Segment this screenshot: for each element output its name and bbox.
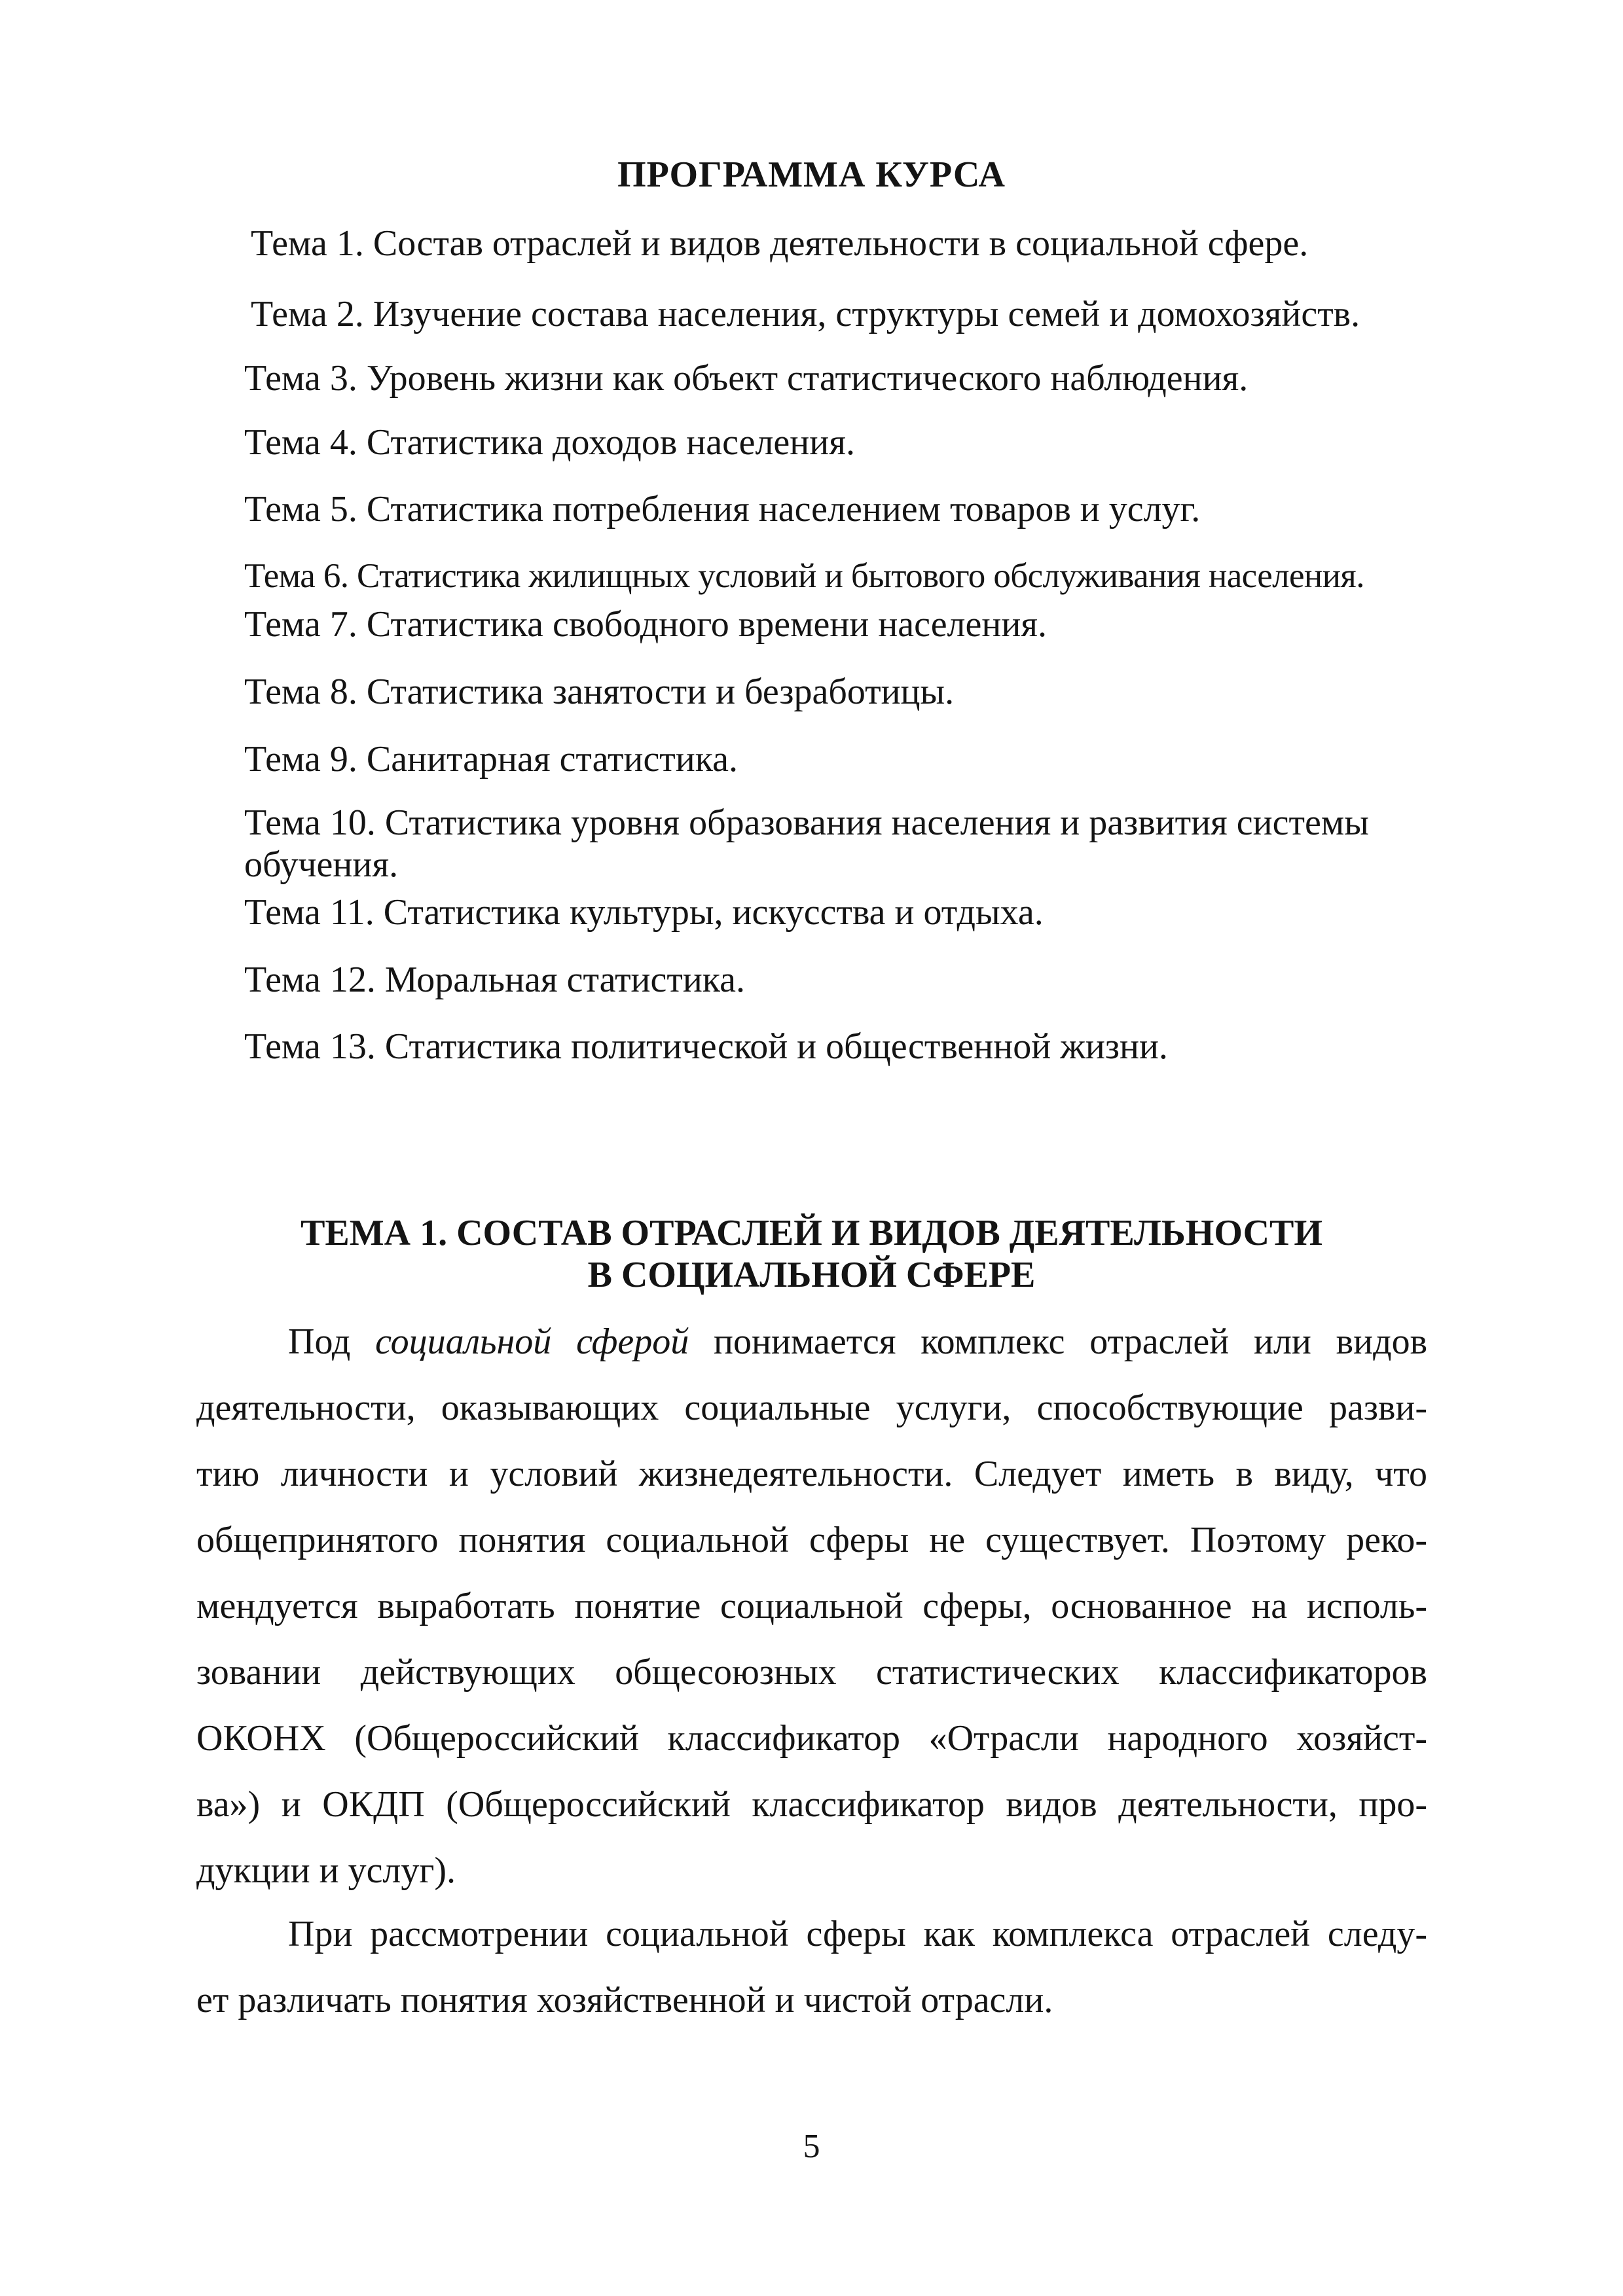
topic-item: Тема 3. Уровень жизни как объект статистического наблюдения.: [244, 358, 1249, 399]
paragraph: [196, 1309, 1427, 1904]
topic-item: Тема 6. Статистика жилищных условий и бытового обслуживания населения.: [244, 557, 1364, 595]
page-number: 5: [803, 2128, 820, 2165]
paragraph-line: деятельности, оказывающих социальные услуги, способствующие разви-: [196, 1388, 1427, 1428]
topic-item: Тема 10. Статистика уровня образования населения и развития системы обучения.: [244, 802, 1369, 885]
topic-item: Тема 4. Статистика доходов населения.: [244, 422, 855, 463]
paragraph-line: [196, 1309, 1427, 1375]
paragraph-line: зовании действующих общесоюзных статистических классификаторов: [196, 1652, 1427, 1693]
topic-item: Тема 13. Статистика политической и общественной жизни.: [244, 1026, 1168, 1067]
paragraph-line: тию личности и условий жизнедеятельности. Следует иметь в виду, что: [196, 1454, 1427, 1494]
topic-item: Тема 12. Моральная статистика.: [244, 960, 746, 1000]
paragraph-line: мендуется выработать понятие социальной сферы, основанное на исполь-: [196, 1586, 1427, 1626]
paragraph-text: понимается комплекс отраслей или видов: [714, 1321, 1428, 1362]
paragraph-line: общепринятого понятия социальной сферы не существует. Поэтому реко-: [196, 1520, 1427, 1560]
paragraph-line: ва») и ОКДП (Общероссийский классификатор видов деятельности, про-: [196, 1784, 1427, 1825]
paragraph-lead: Под: [288, 1321, 351, 1362]
paragraph: [196, 1901, 1427, 2034]
topic-item: Тема 2. Изучение состава населения, структуры семей и домохозяйств.: [251, 294, 1360, 334]
topic-item: Тема 7. Статистика свободного времени населения.: [244, 604, 1048, 645]
section-title-line: В СОЦИАЛЬНОЙ СФЕРЕ: [587, 1255, 1036, 1295]
topic-item: Тема 5. Статистика потребления населением товаров и услуг.: [244, 489, 1201, 529]
emphasized-term: социальной сферой: [375, 1321, 689, 1362]
topic-item: Тема 11. Статистика культуры, искусства и отдыха.: [244, 892, 1044, 933]
program-title: ПРОГРАММА КУРСА: [617, 154, 1006, 195]
paragraph-line: дукции и услуг).: [196, 1850, 456, 1891]
topic-item: Тема 1. Состав отраслей и видов деятельности в социальной сфере.: [251, 223, 1309, 264]
section-title-line: ТЕМА 1. СОСТАВ ОТРАСЛЕЙ И ВИДОВ ДЕЯТЕЛЬНОСТИ: [301, 1213, 1322, 1253]
paragraph-line: ОКОНХ (Общероссийский классификатор «Отрасли народного хозяйст-: [196, 1718, 1427, 1759]
paragraph-line: ет различать понятия хозяйственной и чистой отрасли.: [196, 1980, 1053, 2020]
topic-item: Тема 8. Статистика занятости и безработицы.: [244, 672, 955, 712]
topic-item: Тема 9. Санитарная статистика.: [244, 739, 738, 780]
section-title: [0, 1212, 1623, 1296]
paragraph-line: При рассмотрении социальной сферы как комплекса отраслей следу-: [288, 1914, 1427, 1954]
